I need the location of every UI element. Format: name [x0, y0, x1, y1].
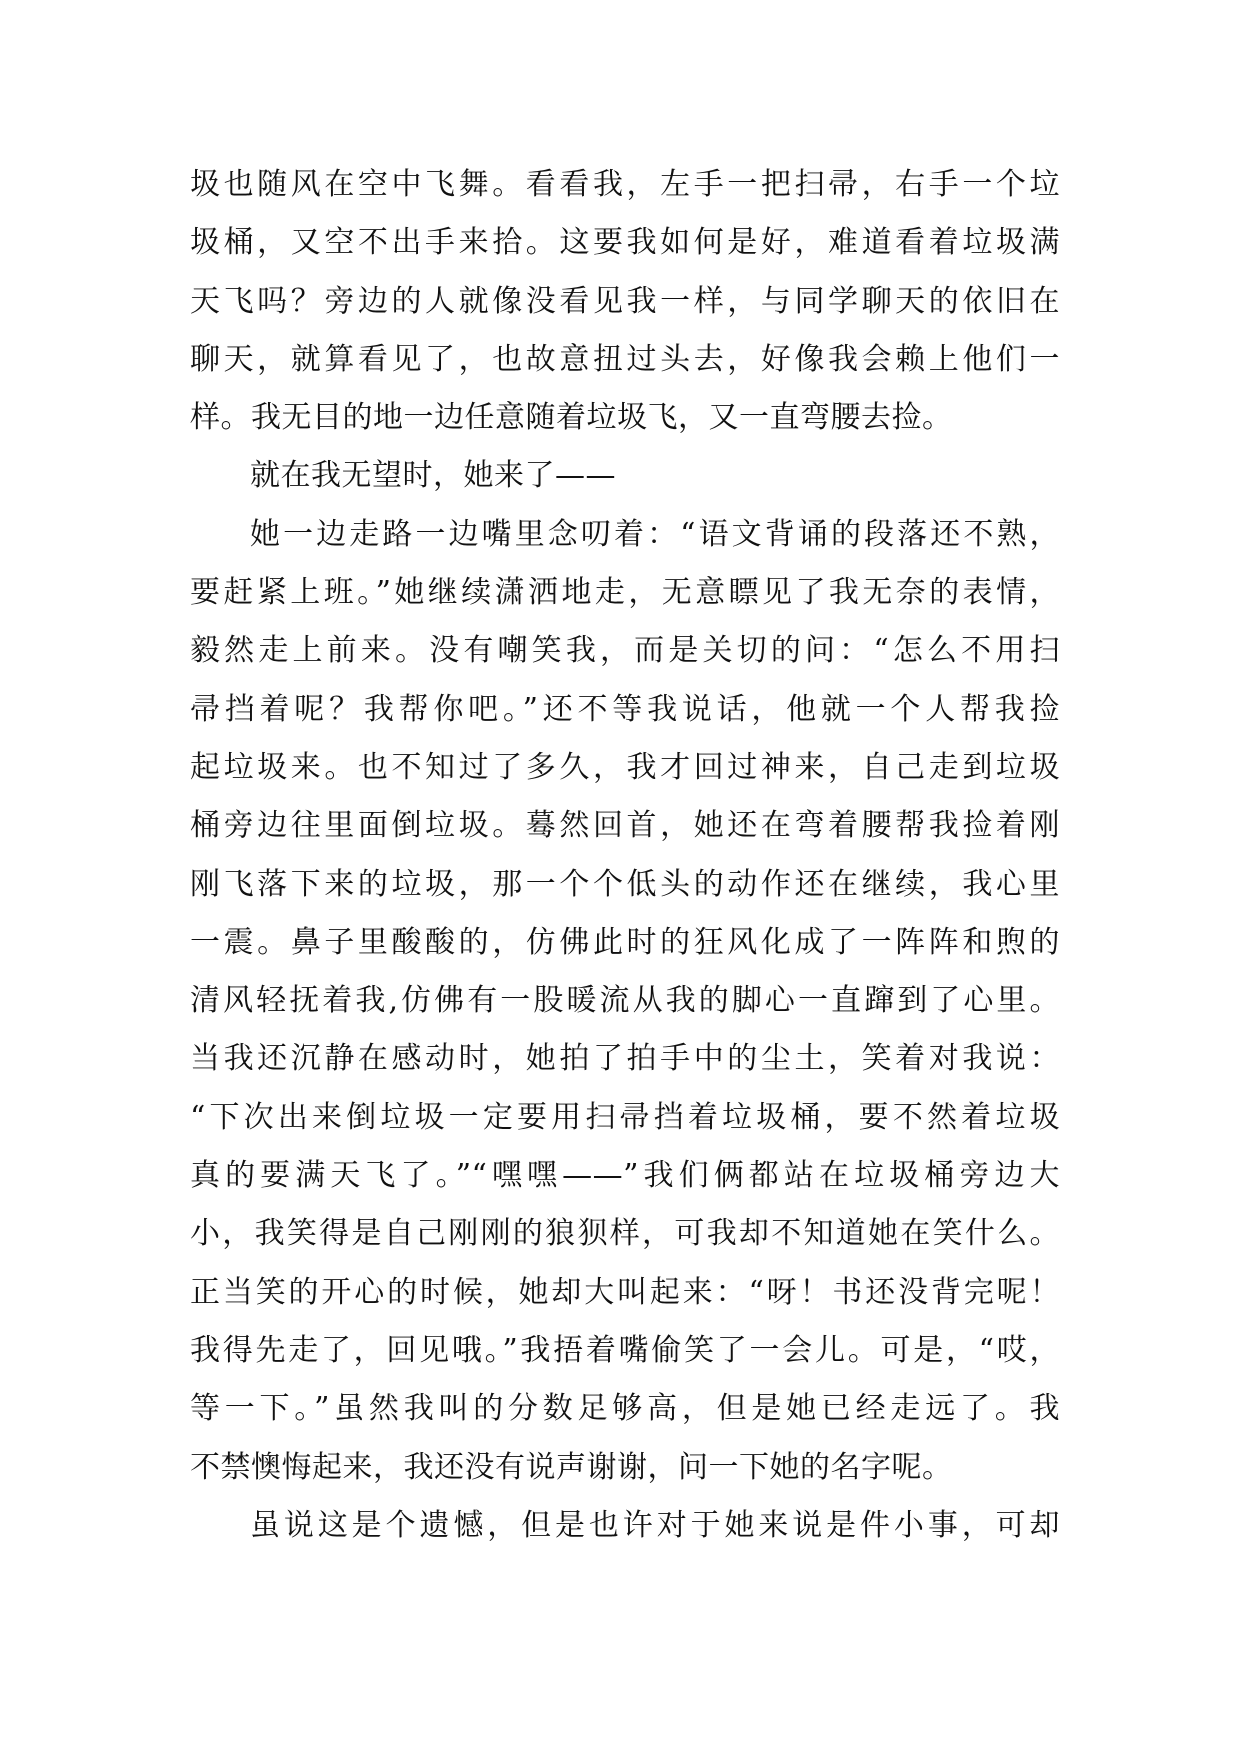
text-line: 圾也随风在空中飞舞。看看我，左手一把扫帚，右手一个垃	[190, 167, 1060, 202]
text-line: “下次出来倒垃圾一定要用扫帚挡着垃圾桶，要不然着垃圾	[190, 1099, 1060, 1135]
text-line: 帚挡着呢？我帮你吧。”还不等我说话，他就一个人帮我捡	[190, 691, 1060, 727]
text-line: 当我还沉静在感动时，她拍了拍手中的尘土，笑着对我说：	[190, 1041, 1060, 1077]
text-line: 聊天，就算看见了，也故意扭过头去，好像我会赖上他们一	[190, 341, 1060, 377]
text-line: 小，我笑得是自己刚刚的狼狈样，可我却不知道她在笑什么。	[190, 1216, 1060, 1252]
text-line: 她一边走路一边嘴里念叨着：“语文背诵的段落还不熟，	[250, 516, 1060, 552]
text-line: 要赶紧上班。”她继续潇洒地走，无意瞟见了我无奈的表情，	[190, 575, 1060, 611]
text-line: 虽说这是个遗憾，但是也许对于她来说是件小事，可却	[250, 1507, 1060, 1543]
text-line: 就在我无望时，她来了——	[250, 458, 616, 494]
text-line: 天飞吗？旁边的人就像没看见我一样，与同学聊天的依旧在	[190, 283, 1060, 319]
text-line: 正当笑的开心的时候，她却大叫起来：“呀！书还没背完呢！	[190, 1274, 1060, 1310]
text-line: 样。我无目的地一边任意随着垃圾飞，又一直弯腰去捡。	[190, 400, 953, 436]
body-text	[190, 156, 1060, 1555]
text-line: 清风轻抚着我,仿佛有一股暖流从我的脚心一直蹿到了心里。	[190, 983, 1060, 1019]
text-line: 毅然走上前来。没有嘲笑我，而是关切的问：“怎么不用扫	[190, 633, 1060, 669]
text-line: 一震。鼻子里酸酸的，仿佛此时的狂风化成了一阵阵和煦的	[190, 924, 1060, 960]
text-line: 刚飞落下来的垃圾，那一个个低头的动作还在继续，我心里	[190, 866, 1060, 902]
text-line: 起垃圾来。也不知过了多久，我才回过神来，自己走到垃圾	[190, 749, 1060, 785]
text-line: 等一下。”虽然我叫的分数足够高，但是她已经走远了。我	[190, 1391, 1060, 1427]
text-line: 我得先走了，回见哦。”我捂着嘴偷笑了一会儿。可是，“哎，	[190, 1332, 1060, 1368]
text-line: 真的要满天飞了。”“嘿嘿——”我们俩都站在垃圾桶旁边大	[190, 1158, 1060, 1194]
text-line: 不禁懊悔起来，我还没有说声谢谢，问一下她的名字呢。	[190, 1449, 953, 1485]
text-line: 桶旁边往里面倒垃圾。蓦然回首，她还在弯着腰帮我捡着刚	[190, 808, 1060, 844]
text-line: 圾桶，又空不出手来拾。这要我如何是好，难道看着垃圾满	[190, 225, 1060, 261]
